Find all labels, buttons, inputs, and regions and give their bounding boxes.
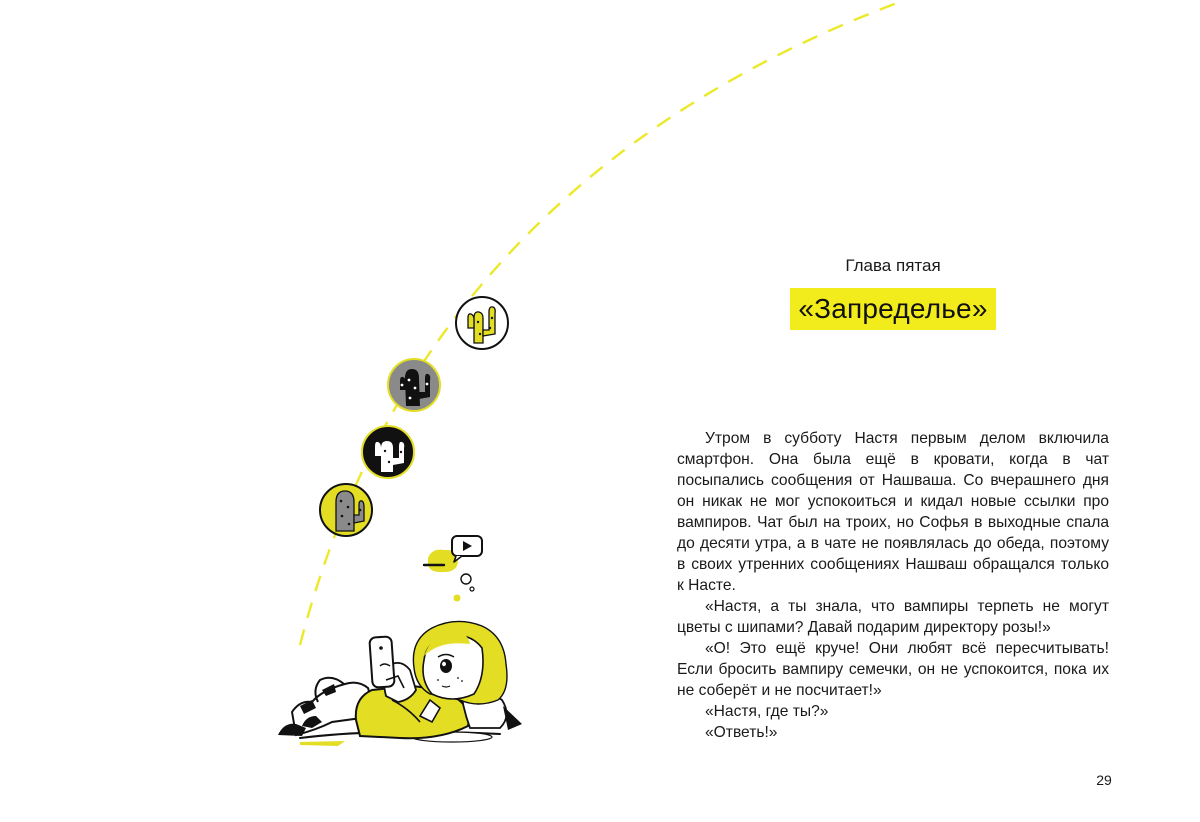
thought-bubble [424,536,482,602]
cactus-icon [362,426,414,478]
cactus-icon [388,359,440,411]
paragraph: «Настя, где ты?» [705,703,829,720]
cactus-icon [320,484,372,536]
cactus-icon [456,297,508,349]
girl-with-phone [278,621,522,746]
chapter-title: «Запределье» [790,288,996,330]
chapter-label: Глава пятая [845,256,941,275]
page-number: 29 [1096,772,1112,788]
paragraph: «О! Это ещё круче! Они любят всё пересчитывать! Если бросить вампиру семечки, он не успокоится, пока их не соберёт и не посчитает!» [677,640,1109,699]
paragraph: «Настя, а ты знала, что вампиры терпеть не могут цветы с шипами? Давай подарим директору розы!» [677,598,1109,636]
paragraph: «Ответь!» [705,724,778,741]
play-icon [452,536,482,562]
chapter-text [677,428,1109,743]
paragraph: Утром в субботу Настя первым делом включила смартфон. Она была ещё в кровати, когда в чат посыпались сообщения от Нашваша. Со вчерашнего дня он никак не мог успокоиться и кидал новые ссылки про вампиров. Чат был на троих, но Софья в выходные спала до десяти утра, а в чате не появлялась до обеда, поэтому в своих утренних сообщениях Нашваш обращался только к Насте. [677,430,1109,594]
